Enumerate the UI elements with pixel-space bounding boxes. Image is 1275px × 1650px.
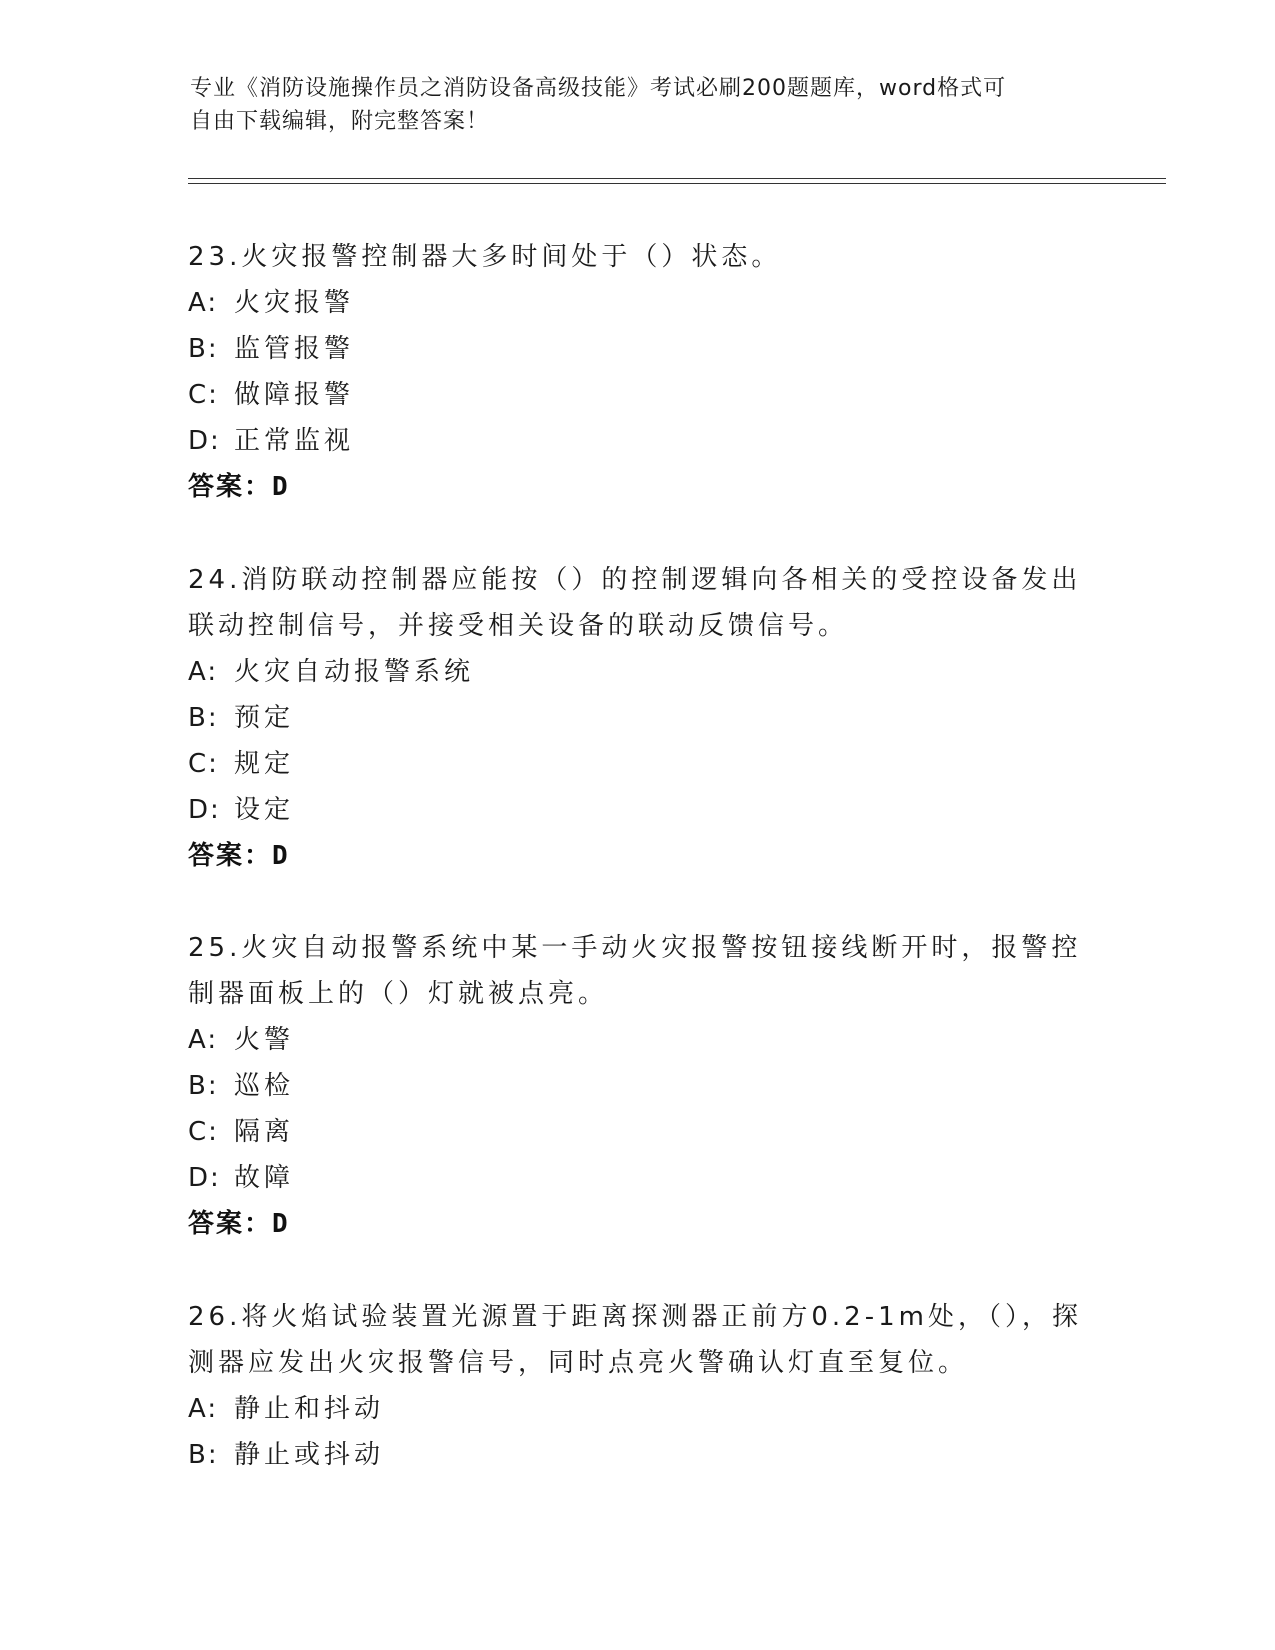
question-26 xyxy=(188,1294,1088,1478)
question-stem: 23.火灾报警控制器大多时间处于（）状态。 xyxy=(188,242,782,272)
option-text: 监管报警 xyxy=(234,334,355,364)
header-line-1: 专业《消防设施操作员之消防设备高级技能》考试必刷200题题库，word格式可 xyxy=(190,76,1007,101)
header-divider-bottom xyxy=(188,183,1166,184)
option-text: 做障报警 xyxy=(234,380,355,410)
option-text: 设定 xyxy=(234,795,295,825)
answer-value: D xyxy=(272,841,290,871)
document-header xyxy=(190,72,1090,138)
question-24 xyxy=(188,557,1088,879)
question-23 xyxy=(188,234,1088,510)
option-letter: A: xyxy=(188,657,219,687)
answer-label: 答案： xyxy=(188,472,273,502)
option-letter: B: xyxy=(188,1440,219,1470)
option-text: 预定 xyxy=(234,703,295,733)
question-stem: 24.消防联动控制器应能按（）的控制逻辑向各相关的受控设备发出联动控制信号，并接受相关设备的联动反馈信号。 xyxy=(188,565,1082,641)
option-text: 规定 xyxy=(234,749,295,779)
option-a xyxy=(188,1017,1088,1063)
option-c xyxy=(188,741,1088,787)
option-letter: A: xyxy=(188,1394,219,1424)
option-text: 隔离 xyxy=(234,1117,295,1147)
answer-label: 答案： xyxy=(188,841,273,871)
option-letter: C: xyxy=(188,1117,219,1147)
question-stem: 26.将火焰试验装置光源置于距离探测器正前方0.2-1m处，（），探测器应发出火灾报警信号，同时点亮火警确认灯直至复位。 xyxy=(188,1302,1082,1378)
option-b xyxy=(188,326,1088,372)
answer-line xyxy=(188,464,1088,510)
question-25 xyxy=(188,925,1088,1247)
option-text: 火灾报警 xyxy=(234,288,355,318)
option-text: 巡检 xyxy=(234,1071,295,1101)
option-b xyxy=(188,1063,1088,1109)
option-letter: A: xyxy=(188,288,219,318)
option-b xyxy=(188,695,1088,741)
question-stem: 25.火灾自动报警系统中某一手动火灾报警按钮接线断开时，报警控制器面板上的（）灯就被点亮。 xyxy=(188,933,1082,1009)
option-c xyxy=(188,1109,1088,1155)
option-text: 正常监视 xyxy=(234,426,355,456)
option-letter: C: xyxy=(188,749,219,779)
option-d xyxy=(188,418,1088,464)
option-letter: C: xyxy=(188,380,219,410)
header-line-2: 自由下载编辑，附完整答案！ xyxy=(190,109,490,134)
option-letter: D: xyxy=(188,795,221,825)
answer-line xyxy=(188,833,1088,879)
option-text: 故障 xyxy=(234,1163,295,1193)
option-text: 静止或抖动 xyxy=(234,1440,385,1470)
answer-value: D xyxy=(272,1209,290,1239)
option-text: 静止和抖动 xyxy=(234,1394,385,1424)
option-letter: D: xyxy=(188,426,221,456)
option-b xyxy=(188,1432,1088,1478)
answer-value: D xyxy=(272,472,290,502)
option-a xyxy=(188,649,1088,695)
option-text: 火警 xyxy=(234,1025,295,1055)
option-a xyxy=(188,1386,1088,1432)
option-letter: B: xyxy=(188,703,219,733)
answer-line xyxy=(188,1201,1088,1247)
option-letter: A: xyxy=(188,1025,219,1055)
option-c xyxy=(188,372,1088,418)
option-letter: B: xyxy=(188,334,219,364)
header-divider-top xyxy=(188,178,1166,179)
option-d xyxy=(188,1155,1088,1201)
option-a xyxy=(188,280,1088,326)
option-text: 火灾自动报警系统 xyxy=(234,657,475,687)
answer-label: 答案： xyxy=(188,1209,273,1239)
option-letter: D: xyxy=(188,1163,221,1193)
option-letter: B: xyxy=(188,1071,219,1101)
option-d xyxy=(188,787,1088,833)
